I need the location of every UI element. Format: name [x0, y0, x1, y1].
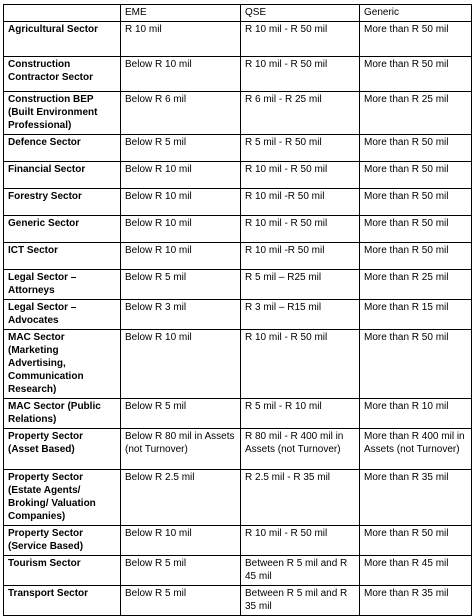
qse-cell: R 5 mil – R25 mil — [241, 270, 360, 300]
table-row — [4, 270, 472, 300]
eme-cell: Below R 10 mil — [121, 243, 241, 270]
sector-cell: Legal Sector – Attorneys — [4, 270, 121, 300]
sector-cell: MAC Sector (Public Relations) — [4, 399, 121, 429]
eme-cell: Below R 6 mil — [121, 92, 241, 135]
qse-cell: R 2.5 mil - R 35 mil — [241, 470, 360, 526]
eme-cell: Below R 10 mil — [121, 216, 241, 243]
eme-cell: R 10 mil — [121, 22, 241, 57]
table-row — [4, 586, 472, 616]
sector-cell: Transport Sector — [4, 586, 121, 616]
qse-cell: R 10 mil - R 50 mil — [241, 57, 360, 92]
table-row — [4, 189, 472, 216]
table-row — [4, 243, 472, 270]
header-cell-sector — [4, 5, 121, 22]
sector-cell: MAC Sector (Marketing Advertising, Communication Research) — [4, 330, 121, 399]
table-row — [4, 162, 472, 189]
eme-cell: Below R 5 mil — [121, 399, 241, 429]
generic-cell: More than R 50 mil — [360, 57, 472, 92]
header-cell-qse: QSE — [241, 5, 360, 22]
sector-cell: Agricultural Sector — [4, 22, 121, 57]
eme-cell: Below R 80 mil in Assets (not Turnover) — [121, 429, 241, 470]
header-cell-generic: Generic — [360, 5, 472, 22]
generic-cell: More than R 50 mil — [360, 22, 472, 57]
qse-cell: R 10 mil -R 50 mil — [241, 243, 360, 270]
eme-cell: Below R 5 mil — [121, 135, 241, 162]
sector-cell: Construction Contractor Sector — [4, 57, 121, 92]
sector-thresholds-table — [3, 4, 472, 616]
generic-cell: More than R 50 mil — [360, 330, 472, 399]
eme-cell: Below R 10 mil — [121, 162, 241, 189]
header-row — [4, 5, 472, 22]
sector-cell: Legal Sector – Advocates — [4, 300, 121, 330]
qse-cell: R 5 mil - R 10 mil — [241, 399, 360, 429]
sector-cell: ICT Sector — [4, 243, 121, 270]
table-row — [4, 470, 472, 526]
table-row — [4, 22, 472, 57]
generic-cell: More than R 35 mil — [360, 470, 472, 526]
sector-cell: Tourism Sector — [4, 556, 121, 586]
eme-cell: Below R 2.5 mil — [121, 470, 241, 526]
sector-cell: Financial Sector — [4, 162, 121, 189]
sector-cell: Property Sector (Service Based) — [4, 526, 121, 556]
generic-cell: More than R 25 mil — [360, 270, 472, 300]
qse-cell: R 10 mil - R 50 mil — [241, 526, 360, 556]
qse-cell: R 10 mil - R 50 mil — [241, 22, 360, 57]
table-row — [4, 556, 472, 586]
eme-cell: Below R 10 mil — [121, 189, 241, 216]
generic-cell: More than R 50 mil — [360, 216, 472, 243]
generic-cell: More than R 50 mil — [360, 189, 472, 216]
qse-cell: R 10 mil - R 50 mil — [241, 330, 360, 399]
sector-cell: Property Sector (Asset Based) — [4, 429, 121, 470]
generic-cell: More than R 45 mil — [360, 556, 472, 586]
sector-cell: Construction BEP (Built Environment Professional) — [4, 92, 121, 135]
eme-cell: Below R 10 mil — [121, 526, 241, 556]
qse-cell: R 10 mil -R 50 mil — [241, 189, 360, 216]
table-row — [4, 526, 472, 556]
eme-cell: Below R 5 mil — [121, 270, 241, 300]
qse-cell: R 3 mil – R15 mil — [241, 300, 360, 330]
qse-cell: Between R 5 mil and R 35 mil — [241, 586, 360, 616]
table-row — [4, 330, 472, 399]
table-body — [4, 22, 472, 616]
generic-cell: More than R 400 mil in Assets (not Turnover) — [360, 429, 472, 470]
generic-cell: More than R 10 mil — [360, 399, 472, 429]
generic-cell: More than R 35 mil — [360, 586, 472, 616]
qse-cell: Between R 5 mil and R 45 mil — [241, 556, 360, 586]
eme-cell: Below R 5 mil — [121, 586, 241, 616]
eme-cell: Below R 3 mil — [121, 300, 241, 330]
table-row — [4, 429, 472, 470]
sector-cell: Defence Sector — [4, 135, 121, 162]
sector-cell: Forestry Sector — [4, 189, 121, 216]
table-row — [4, 300, 472, 330]
table-row — [4, 92, 472, 135]
generic-cell: More than R 50 mil — [360, 135, 472, 162]
table-row — [4, 57, 472, 92]
table-row — [4, 399, 472, 429]
qse-cell: R 6 mil - R 25 mil — [241, 92, 360, 135]
generic-cell: More than R 50 mil — [360, 162, 472, 189]
header-cell-eme: EME — [121, 5, 241, 22]
qse-cell: R 80 mil - R 400 mil in Assets (not Turnover) — [241, 429, 360, 470]
qse-cell: R 5 mil - R 50 mil — [241, 135, 360, 162]
generic-cell: More than R 25 mil — [360, 92, 472, 135]
generic-cell: More than R 50 mil — [360, 243, 472, 270]
eme-cell: Below R 5 mil — [121, 556, 241, 586]
qse-cell: R 10 mil - R 50 mil — [241, 216, 360, 243]
eme-cell: Below R 10 mil — [121, 57, 241, 92]
table-row — [4, 216, 472, 243]
eme-cell: Below R 10 mil — [121, 330, 241, 399]
generic-cell: More than R 50 mil — [360, 526, 472, 556]
generic-cell: More than R 15 mil — [360, 300, 472, 330]
table-row — [4, 135, 472, 162]
qse-cell: R 10 mil - R 50 mil — [241, 162, 360, 189]
sector-cell: Property Sector (Estate Agents/ Broking/ Valuation Companies) — [4, 470, 121, 526]
sector-cell: Generic Sector — [4, 216, 121, 243]
